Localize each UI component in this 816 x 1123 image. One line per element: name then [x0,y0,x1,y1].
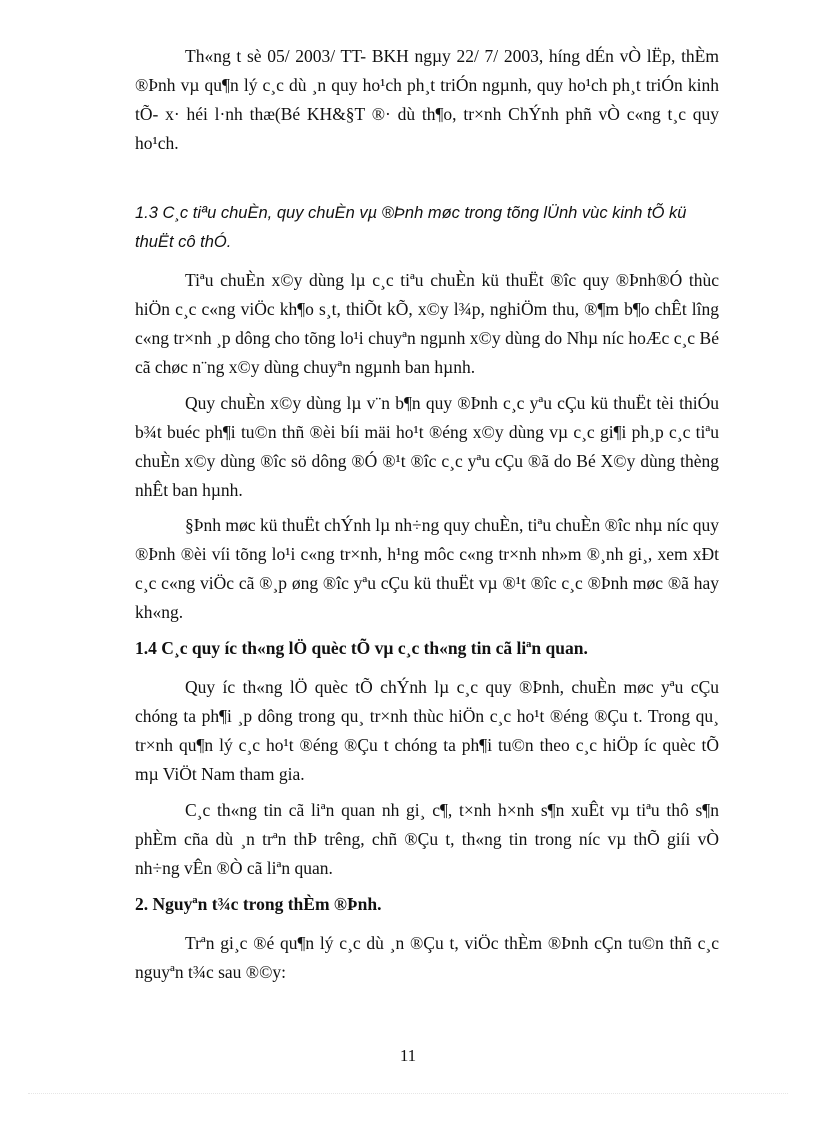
paragraph-international-conventions: Quy íc th«ng lÖ quèc tÕ chÝnh lµ c¸c quy ®Þnh, chuÈn møc yªu cÇu chóng ta ph¶i ¸p dông trong qu¸ tr×nh thùc hiÖn c¸c ho¹t ®éng ®Çu t. Trong qu¸ tr×nh qu¶n lý c¸c ho¹t ®éng ®Çu t chóng ta ph¶i tu©n theo c¸c hiÖp íc quèc tÕ mµ ViÖt Nam tham gia. [135,677,719,784]
section-heading-1-3: 1.3 C¸c tiªu chuÈn, quy chuÈn vµ ®Þnh møc trong tõng lÜnh vùc kinh tÕ kü thuËt cô thÓ. [135,204,687,251]
paragraph-construction-standards: Tiªu chuÈn x©y dùng lµ c¸c tiªu chuÈn kü thuËt ®îc quy ®Þnh®Ó thùc hiÖn c¸c c«ng viÖc kh¶o s¸t, thiÕt kÕ, x©y l¾p, nghiÖm thu, ®¶m b¶o chÊt lîng c«ng tr×nh ¸p dông cho tõng lo¹i chuyªn ngµnh x©y dùng do Nhµ níc hoÆc c¸c Bé cã chøc n¨ng x©y dùng chuyªn ngµnh ban hµnh. [135,270,719,377]
paragraph-technical-norms: §Þnh møc kü thuËt chÝnh lµ nh÷ng quy chuÈn, tiªu chuÈn ®îc nhµ níc quy ®Þnh ®èi víi tõng lo¹i c«ng tr×nh, h¹ng môc c«ng tr×nh nh»m ®¸nh gi¸, xem xÐt c¸c c«ng viÖc cã ®¸p øng ®îc yªu cÇu kü thuËt vµ ®¹t ®îc c¸c ®Þnh møc ®ã hay kh«ng. [135,515,719,622]
page-number: 11 [399,1046,417,1065]
paragraph-construction-codes: Quy chuÈn x©y dùng lµ v¨n b¶n quy ®Þnh c¸c yªu cÇu kü thuËt tèi thiÓu b¾t buéc ph¶i tu©n thñ ®èi bíi mäi ho¹t ®éng x©y dùng vµ c¸c gi¶i ph¸p c¸c tiªu chuÈn x©y dùng ®îc sö dông ®Ó ®¹t ®îc c¸c yªu cÇu ®ã do Bé X©y dùng thèng nhÊt ban hµnh. [135,393,719,500]
paragraph-related-information: C¸c th«ng tin cã liªn quan nh gi¸ c¶, t×nh h×nh s¶n xuÊt vµ tiªu thô s¶n phÈm cña dù ¸n trªn thÞ trêng, chñ ®Çu t, th«ng tin trong níc vµ thÕ giíi vÒ nh÷ng vÊn ®Ò cã liªn quan. [135,800,719,878]
section-heading-2: 2. Nguyªn t¾c trong thÈm ®Þnh. [135,894,382,914]
footer-divider [28,1093,788,1094]
paragraph-appraisal-principles: Trªn gi¸c ®é qu¶n lý c¸c dù ¸n ®Çu t, viÖc thÈm ®Þnh cÇn tu©n thñ c¸c nguyªn t¾c sau ®©y: [135,933,719,982]
section-heading-1-4: 1.4 C¸c quy íc th«ng lÖ quèc tÕ vµ c¸c th«ng tin cã liªn quan. [135,638,588,658]
paragraph-circular: Th«ng t sè 05/ 2003/ TT- BKH ngµy 22/ 7/ 2003, híng dÉn vÒ lËp, thÈm ®Þnh vµ qu¶n lý c¸c dù ¸n quy ho¹ch ph¸t triÓn ngµnh, quy ho¹ch ph¸t triÓn kinh tÕ- x· héi l·nh thæ(Bé KH&§T ®· dù th¶o, tr×nh ChÝnh phñ vÒ c«ng t¸c quy ho¹ch. [135,46,719,153]
